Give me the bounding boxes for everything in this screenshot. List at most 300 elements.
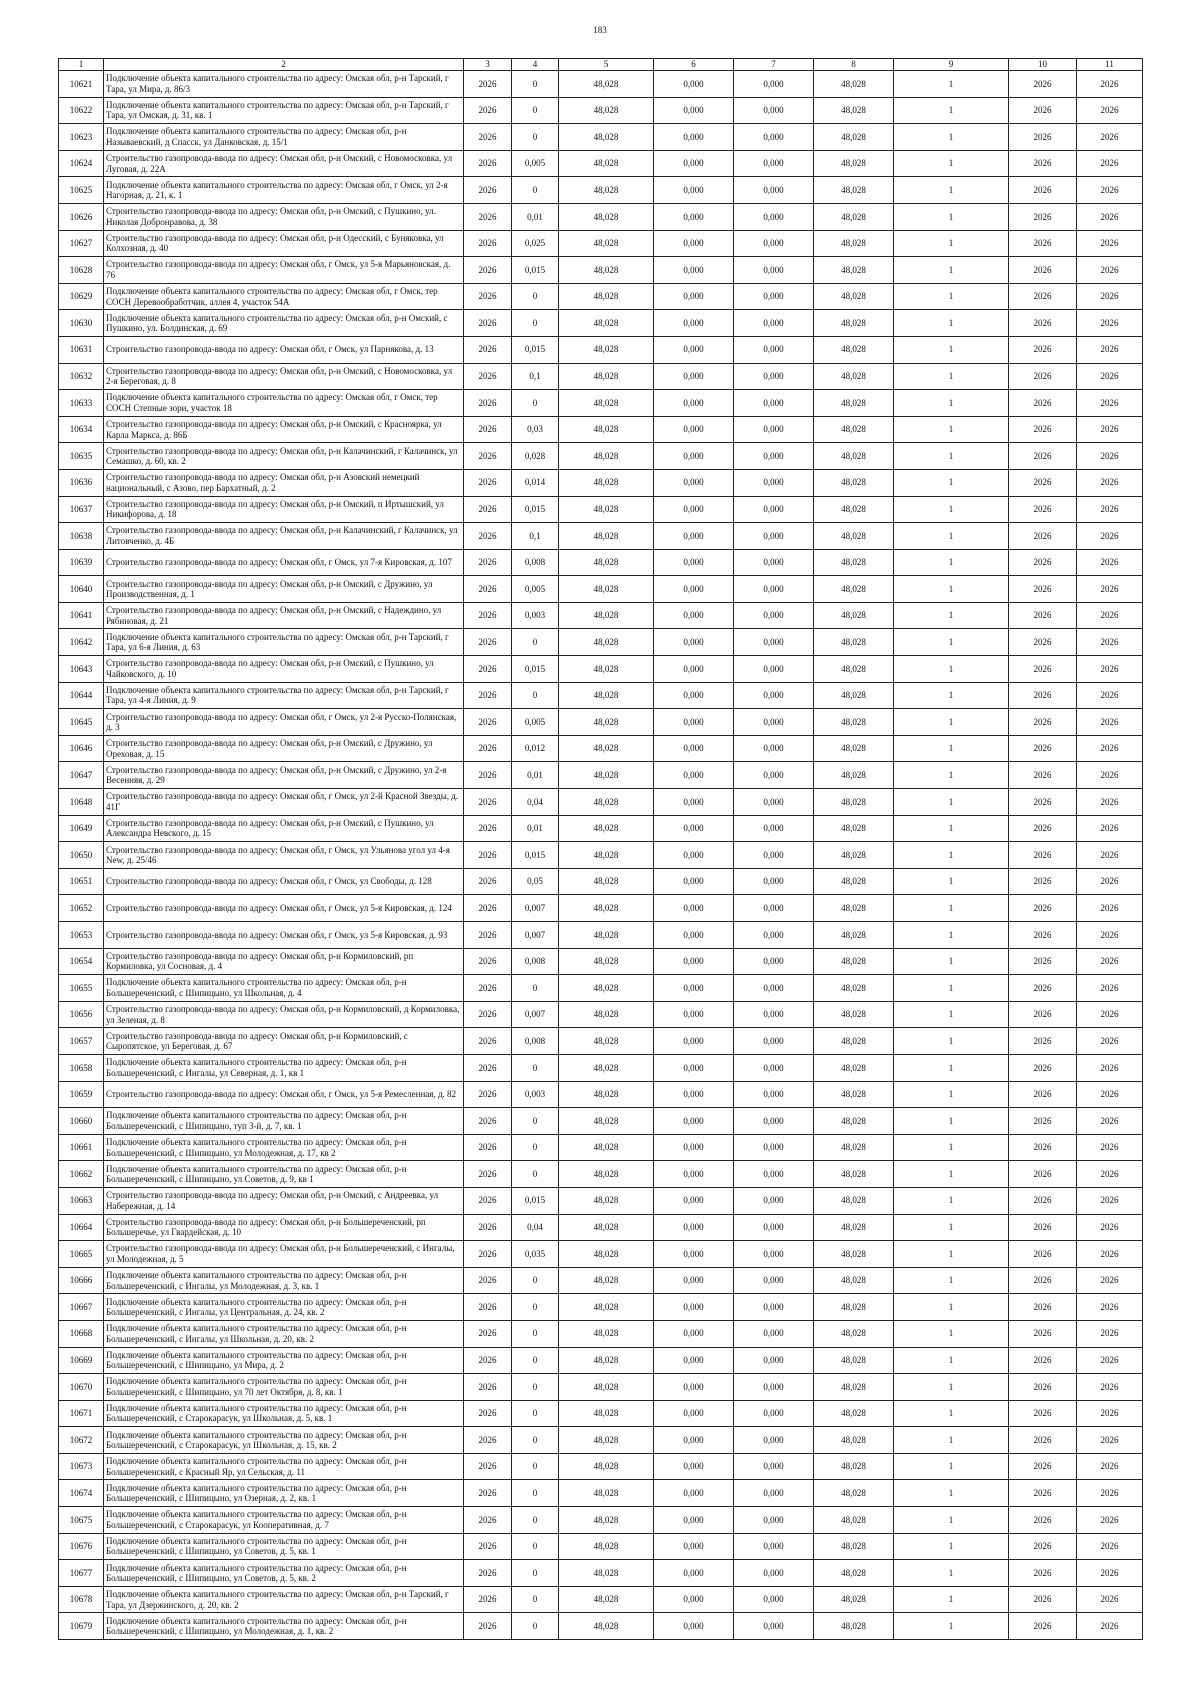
value-col6: 0,000 <box>654 975 734 1002</box>
object-description <box>104 868 464 895</box>
year-col3: 2026 <box>464 1320 512 1347</box>
value-col7: 0,000 <box>734 1214 814 1241</box>
value-col8: 48,028 <box>814 257 894 284</box>
row-number: 10678 <box>59 1586 104 1613</box>
year-col11: 2026 <box>1077 523 1143 550</box>
value-col4: 0 <box>512 1507 559 1534</box>
object-description-text: Строительство газопровода-ввода по адресу: Омская обл, р-н Кормиловский, д Кормиловка, ул Зеленая, д. 8 <box>106 1004 460 1025</box>
table-row <box>59 1187 1143 1214</box>
object-description <box>104 177 464 204</box>
object-description-text: Подключение объекта капитального строительства по адресу: Омская обл, р-н Большереченский, с Шипицыно, туп 3-й, д. 7, кв. 1 <box>106 1110 407 1131</box>
object-description-text: Подключение объекта капитального строительства по адресу: Омская обл, р-н Большереченский, с Красный Яр, ул Сельская, д. 11 <box>106 1456 407 1477</box>
value-col8: 48,028 <box>814 868 894 895</box>
object-description-text: Подключение объекта капитального строительства по адресу: Омская обл, р-н Большереченский, с Старокарасук, ул Школьная, д. 15, кв. 2 <box>106 1429 407 1451</box>
object-description <box>104 150 464 177</box>
value-col8: 48,028 <box>814 682 894 709</box>
object-description-text: Строительство газопровода-ввода по адресу: Омская обл, р-н Омский, с Пушкино, ул Александра Невского, д. 15 <box>106 817 434 839</box>
value-col4: 0,008 <box>512 948 559 975</box>
object-description-text: Строительство газопровода-ввода по адресу: Омская обл, р-н Омский, с Дружино, ул Производственная, д. 1 <box>106 578 433 600</box>
row-number: 10656 <box>59 1001 104 1028</box>
value-col7: 0,000 <box>734 1507 814 1534</box>
object-description <box>104 71 464 98</box>
value-col7: 0,000 <box>734 230 814 257</box>
year-col3: 2026 <box>464 789 512 816</box>
year-col10: 2026 <box>1009 815 1077 842</box>
year-col3: 2026 <box>464 150 512 177</box>
year-col3: 2026 <box>464 629 512 656</box>
column-header-9: 9 <box>894 59 1009 71</box>
table-row <box>59 1161 1143 1188</box>
value-col6: 0,000 <box>654 922 734 949</box>
year-col11: 2026 <box>1077 975 1143 1002</box>
year-col3: 2026 <box>464 1134 512 1161</box>
row-number: 10638 <box>59 523 104 550</box>
value-col5: 48,028 <box>559 815 654 842</box>
value-col5: 48,028 <box>559 868 654 895</box>
year-col10: 2026 <box>1009 1214 1077 1241</box>
row-number: 10649 <box>59 815 104 842</box>
value-col4: 0,04 <box>512 1214 559 1241</box>
value-col5: 48,028 <box>559 124 654 151</box>
value-col5: 48,028 <box>559 310 654 337</box>
value-col7: 0,000 <box>734 682 814 709</box>
value-col6: 0,000 <box>654 1480 734 1507</box>
year-col10: 2026 <box>1009 336 1077 363</box>
row-number: 10636 <box>59 469 104 496</box>
value-col6: 0,000 <box>654 895 734 922</box>
value-col6: 0,000 <box>654 97 734 124</box>
value-col5: 48,028 <box>559 1108 654 1135</box>
year-col11: 2026 <box>1077 150 1143 177</box>
year-col10: 2026 <box>1009 150 1077 177</box>
value-col7: 0,000 <box>734 948 814 975</box>
value-col8: 48,028 <box>814 1214 894 1241</box>
object-description-text: Подключение объекта капитального строительства по адресу: Омская обл, р-н Большереченский, с Шипицыно, ул Школьная, д. 4 <box>106 977 407 998</box>
table-row <box>59 1533 1143 1560</box>
year-col3: 2026 <box>464 1613 512 1640</box>
year-col3: 2026 <box>464 1294 512 1321</box>
value-col7: 0,000 <box>734 203 814 230</box>
object-description-text: Строительство газопровода-ввода по адресу: Омская обл, р-н Омский, с Пушкино, ул Чайковского, д. 10 <box>106 658 434 679</box>
value-col4: 0,015 <box>512 496 559 523</box>
table-row <box>59 1586 1143 1613</box>
object-description-text: Подключение объекта капитального строительства по адресу: Омская обл, р-н Большереченский, с Шипицыно, ул Мира, д. 2 <box>106 1349 407 1371</box>
value-col6: 0,000 <box>654 363 734 390</box>
year-col10: 2026 <box>1009 1453 1077 1480</box>
value-col8: 48,028 <box>814 496 894 523</box>
value-col5: 48,028 <box>559 842 654 869</box>
value-col5: 48,028 <box>559 1586 654 1613</box>
row-number: 10679 <box>59 1613 104 1640</box>
table-row <box>59 975 1143 1002</box>
row-number: 10659 <box>59 1081 104 1108</box>
object-description-text: Строительство газопровода-ввода по адресу: Омская обл, р-н Калачинский, г Калачинск, ул Литовченко, д. 4Б <box>106 525 458 546</box>
object-description <box>104 1108 464 1135</box>
value-col7: 0,000 <box>734 895 814 922</box>
value-col4: 0,05 <box>512 868 559 895</box>
row-number: 10643 <box>59 656 104 683</box>
object-description-text: Подключение объекта капитального строительства по адресу: Омская обл, р-н Тарский, г Тара, ул 6-я Линия, д. 63 <box>106 631 449 653</box>
row-number: 10635 <box>59 443 104 470</box>
page-number: 183 <box>593 25 607 35</box>
row-number: 10666 <box>59 1267 104 1294</box>
object-description <box>104 789 464 816</box>
year-col10: 2026 <box>1009 895 1077 922</box>
object-description <box>104 1374 464 1401</box>
value-col9: 1 <box>894 1507 1009 1534</box>
table-row <box>59 735 1143 762</box>
value-col9: 1 <box>894 390 1009 417</box>
value-col7: 0,000 <box>734 1081 814 1108</box>
value-col9: 1 <box>894 922 1009 949</box>
year-col11: 2026 <box>1077 1134 1143 1161</box>
year-col10: 2026 <box>1009 576 1077 603</box>
value-col7: 0,000 <box>734 1427 814 1454</box>
year-col11: 2026 <box>1077 1453 1143 1480</box>
value-col8: 48,028 <box>814 1453 894 1480</box>
value-col8: 48,028 <box>814 1161 894 1188</box>
year-col3: 2026 <box>464 71 512 98</box>
column-header-8: 8 <box>814 59 894 71</box>
row-number: 10667 <box>59 1294 104 1321</box>
object-description <box>104 1453 464 1480</box>
object-description <box>104 336 464 363</box>
value-col5: 48,028 <box>559 1028 654 1055</box>
value-col5: 48,028 <box>559 1613 654 1640</box>
object-description-text: Строительство газопровода-ввода по адресу: Омская обл, р-н Омский, с Новомосковка, ул Луговая, д. 22А <box>106 153 453 174</box>
table-row <box>59 1347 1143 1374</box>
value-col8: 48,028 <box>814 1427 894 1454</box>
value-col6: 0,000 <box>654 1374 734 1401</box>
object-description-text: Подключение объекта капитального строительства по адресу: Омская обл, р-н Большереченский, с Ингалы, ул Центральная, д. 24, кв. 2 <box>106 1296 407 1318</box>
value-col9: 1 <box>894 1161 1009 1188</box>
object-description-text: Подключение объекта капитального строительства по адресу: Омская обл, р-н Большереченский, с Шипицыно, ул Молодежная, д. 17, кв 2 <box>106 1137 407 1158</box>
value-col6: 0,000 <box>654 523 734 550</box>
year-col10: 2026 <box>1009 203 1077 230</box>
year-col3: 2026 <box>464 1054 512 1081</box>
value-col5: 48,028 <box>559 1480 654 1507</box>
value-col6: 0,000 <box>654 789 734 816</box>
value-col6: 0,000 <box>654 682 734 709</box>
object-description <box>104 1480 464 1507</box>
object-description <box>104 815 464 842</box>
year-col11: 2026 <box>1077 283 1143 310</box>
value-col4: 0 <box>512 1054 559 1081</box>
object-description-text: Строительство газопровода-ввода по адресу: Омская обл, г Омск, ул 5-я Кировская, д. 93 <box>106 929 448 940</box>
row-number: 10672 <box>59 1427 104 1454</box>
column-header-6: 6 <box>654 59 734 71</box>
value-col8: 48,028 <box>814 1533 894 1560</box>
value-col7: 0,000 <box>734 549 814 576</box>
object-description <box>104 124 464 151</box>
object-description-text: Подключение объекта капитального строительства по адресу: Омская обл, р-н Тарский, г Тара, ул Омская, д. 31, кв. 1 <box>106 99 449 121</box>
value-col9: 1 <box>894 602 1009 629</box>
table-row <box>59 257 1143 284</box>
year-col3: 2026 <box>464 1028 512 1055</box>
row-number: 10665 <box>59 1241 104 1268</box>
year-col11: 2026 <box>1077 762 1143 789</box>
object-description <box>104 496 464 523</box>
value-col5: 48,028 <box>559 1161 654 1188</box>
year-col3: 2026 <box>464 576 512 603</box>
value-col9: 1 <box>894 1214 1009 1241</box>
value-col9: 1 <box>894 842 1009 869</box>
value-col8: 48,028 <box>814 416 894 443</box>
value-col9: 1 <box>894 177 1009 204</box>
value-col8: 48,028 <box>814 1134 894 1161</box>
value-col4: 0,015 <box>512 336 559 363</box>
value-col5: 48,028 <box>559 336 654 363</box>
value-col7: 0,000 <box>734 656 814 683</box>
value-col8: 48,028 <box>814 842 894 869</box>
year-col3: 2026 <box>464 1453 512 1480</box>
year-col10: 2026 <box>1009 948 1077 975</box>
year-col11: 2026 <box>1077 1533 1143 1560</box>
table-row <box>59 1507 1143 1534</box>
value-col5: 48,028 <box>559 1507 654 1534</box>
row-number: 10647 <box>59 762 104 789</box>
year-col3: 2026 <box>464 682 512 709</box>
value-col6: 0,000 <box>654 1001 734 1028</box>
value-col6: 0,000 <box>654 1453 734 1480</box>
year-col11: 2026 <box>1077 1374 1143 1401</box>
year-col3: 2026 <box>464 310 512 337</box>
value-col7: 0,000 <box>734 416 814 443</box>
year-col10: 2026 <box>1009 709 1077 736</box>
object-description-text: Строительство газопровода-ввода по адресу: Омская обл, р-н Омский, с Андреевка, ул Набережная, д. 14 <box>106 1190 439 1211</box>
year-col11: 2026 <box>1077 1586 1143 1613</box>
value-col8: 48,028 <box>814 1507 894 1534</box>
value-col9: 1 <box>894 948 1009 975</box>
year-col11: 2026 <box>1077 1187 1143 1214</box>
value-col5: 48,028 <box>559 71 654 98</box>
row-number: 10621 <box>59 71 104 98</box>
value-col6: 0,000 <box>654 1161 734 1188</box>
value-col8: 48,028 <box>814 523 894 550</box>
value-col8: 48,028 <box>814 789 894 816</box>
value-col7: 0,000 <box>734 523 814 550</box>
value-col5: 48,028 <box>559 709 654 736</box>
object-description-text: Строительство газопровода-ввода по адресу: Омская обл, р-н Омский, с Дружино, ул 2-я Весенняя, д. 29 <box>106 764 447 786</box>
year-col10: 2026 <box>1009 602 1077 629</box>
value-col8: 48,028 <box>814 1241 894 1268</box>
year-col3: 2026 <box>464 1108 512 1135</box>
value-col5: 48,028 <box>559 948 654 975</box>
value-col7: 0,000 <box>734 1400 814 1427</box>
row-number: 10646 <box>59 735 104 762</box>
value-col6: 0,000 <box>654 1134 734 1161</box>
value-col9: 1 <box>894 815 1009 842</box>
column-header-4: 4 <box>512 59 559 71</box>
value-col9: 1 <box>894 1400 1009 1427</box>
row-number: 10627 <box>59 230 104 257</box>
value-col8: 48,028 <box>814 71 894 98</box>
value-col5: 48,028 <box>559 1267 654 1294</box>
year-col10: 2026 <box>1009 1054 1077 1081</box>
value-col5: 48,028 <box>559 629 654 656</box>
value-col7: 0,000 <box>734 390 814 417</box>
year-col3: 2026 <box>464 177 512 204</box>
value-col7: 0,000 <box>734 443 814 470</box>
value-col6: 0,000 <box>654 1081 734 1108</box>
value-col6: 0,000 <box>654 257 734 284</box>
year-col3: 2026 <box>464 1374 512 1401</box>
year-col10: 2026 <box>1009 230 1077 257</box>
value-col7: 0,000 <box>734 1347 814 1374</box>
value-col7: 0,000 <box>734 71 814 98</box>
value-col7: 0,000 <box>734 1028 814 1055</box>
value-col5: 48,028 <box>559 443 654 470</box>
year-col3: 2026 <box>464 97 512 124</box>
object-description <box>104 656 464 683</box>
year-col3: 2026 <box>464 1241 512 1268</box>
value-col9: 1 <box>894 1108 1009 1135</box>
value-col8: 48,028 <box>814 1347 894 1374</box>
value-col5: 48,028 <box>559 735 654 762</box>
value-col4: 0 <box>512 1586 559 1613</box>
value-col7: 0,000 <box>734 1108 814 1135</box>
value-col8: 48,028 <box>814 1480 894 1507</box>
value-col5: 48,028 <box>559 549 654 576</box>
year-col3: 2026 <box>464 1161 512 1188</box>
value-col6: 0,000 <box>654 868 734 895</box>
object-description-text: Подключение объекта капитального строительства по адресу: Омская обл, р-н Большереченский, с Шипицыно, ул Молодежная, д. 1, кв. 2 <box>106 1615 407 1637</box>
value-col6: 0,000 <box>654 1054 734 1081</box>
table-row <box>59 71 1143 98</box>
value-col5: 48,028 <box>559 1400 654 1427</box>
year-col10: 2026 <box>1009 310 1077 337</box>
value-col5: 48,028 <box>559 1054 654 1081</box>
value-col4: 0,015 <box>512 257 559 284</box>
year-col3: 2026 <box>464 1267 512 1294</box>
year-col10: 2026 <box>1009 283 1077 310</box>
table-row <box>59 230 1143 257</box>
value-col7: 0,000 <box>734 257 814 284</box>
year-col10: 2026 <box>1009 1320 1077 1347</box>
value-col4: 0 <box>512 1161 559 1188</box>
value-col7: 0,000 <box>734 150 814 177</box>
row-number: 10640 <box>59 576 104 603</box>
year-col10: 2026 <box>1009 762 1077 789</box>
row-number: 10641 <box>59 602 104 629</box>
year-col11: 2026 <box>1077 390 1143 417</box>
table-row <box>59 1480 1143 1507</box>
object-description-text: Строительство газопровода-ввода по адресу: Омская обл, г Омск, ул 5-я Ремесленная, д. 82 <box>106 1089 457 1100</box>
year-col3: 2026 <box>464 1533 512 1560</box>
object-description <box>104 1187 464 1214</box>
value-col8: 48,028 <box>814 656 894 683</box>
value-col9: 1 <box>894 469 1009 496</box>
year-col11: 2026 <box>1077 602 1143 629</box>
value-col4: 0,008 <box>512 1028 559 1055</box>
value-col6: 0,000 <box>654 656 734 683</box>
object-description-text: Строительство газопровода-ввода по адресу: Омская обл, р-н Калачинский, г Калачинск, ул Семашко, д. 60, кв. 2 <box>106 445 458 467</box>
value-col5: 48,028 <box>559 1134 654 1161</box>
value-col9: 1 <box>894 789 1009 816</box>
value-col8: 48,028 <box>814 1001 894 1028</box>
table-header-row <box>59 59 1143 71</box>
value-col9: 1 <box>894 443 1009 470</box>
column-header-3: 3 <box>464 59 512 71</box>
value-col6: 0,000 <box>654 549 734 576</box>
value-col8: 48,028 <box>814 310 894 337</box>
value-col6: 0,000 <box>654 842 734 869</box>
year-col10: 2026 <box>1009 1028 1077 1055</box>
value-col9: 1 <box>894 656 1009 683</box>
row-number: 10622 <box>59 97 104 124</box>
value-col5: 48,028 <box>559 1427 654 1454</box>
table-row <box>59 1294 1143 1321</box>
year-col3: 2026 <box>464 1560 512 1587</box>
table-row <box>59 177 1143 204</box>
row-number: 10653 <box>59 922 104 949</box>
year-col3: 2026 <box>464 1214 512 1241</box>
row-number: 10658 <box>59 1054 104 1081</box>
value-col5: 48,028 <box>559 602 654 629</box>
year-col3: 2026 <box>464 895 512 922</box>
table-row <box>59 656 1143 683</box>
value-col7: 0,000 <box>734 815 814 842</box>
value-col9: 1 <box>894 336 1009 363</box>
value-col8: 48,028 <box>814 336 894 363</box>
table-row <box>59 1134 1143 1161</box>
value-col8: 48,028 <box>814 1267 894 1294</box>
value-col5: 48,028 <box>559 895 654 922</box>
value-col6: 0,000 <box>654 1241 734 1268</box>
object-description <box>104 709 464 736</box>
value-col6: 0,000 <box>654 1400 734 1427</box>
value-col4: 0,012 <box>512 735 559 762</box>
value-col9: 1 <box>894 1267 1009 1294</box>
year-col10: 2026 <box>1009 1161 1077 1188</box>
row-number: 10673 <box>59 1453 104 1480</box>
table-row <box>59 576 1143 603</box>
value-col5: 48,028 <box>559 1241 654 1268</box>
object-description <box>104 1320 464 1347</box>
object-description <box>104 443 464 470</box>
value-col9: 1 <box>894 1560 1009 1587</box>
object-description <box>104 1400 464 1427</box>
object-description-text: Строительство газопровода-ввода по адресу: Омская обл, г Омск, ул Свободы, д. 128 <box>106 876 432 887</box>
value-col6: 0,000 <box>654 815 734 842</box>
value-col9: 1 <box>894 1347 1009 1374</box>
value-col8: 48,028 <box>814 1028 894 1055</box>
value-col4: 0,1 <box>512 363 559 390</box>
value-col7: 0,000 <box>734 1001 814 1028</box>
value-col8: 48,028 <box>814 390 894 417</box>
value-col4: 0,04 <box>512 789 559 816</box>
value-col9: 1 <box>894 1533 1009 1560</box>
object-description-text: Подключение объекта капитального строительства по адресу: Омская обл, р-н Тарский, г Тара, ул Мира, д. 86/3 <box>106 73 449 94</box>
row-number: 10648 <box>59 789 104 816</box>
value-col9: 1 <box>894 310 1009 337</box>
value-col7: 0,000 <box>734 735 814 762</box>
object-description <box>104 549 464 576</box>
object-description <box>104 1081 464 1108</box>
value-col6: 0,000 <box>654 71 734 98</box>
row-number: 10670 <box>59 1374 104 1401</box>
year-col11: 2026 <box>1077 1347 1143 1374</box>
object-description-text: Подключение объекта капитального строительства по адресу: Омская обл, р-н Большереченский, с Ингалы, ул Северная, д. 1, кв 1 <box>106 1057 407 1078</box>
value-col9: 1 <box>894 1241 1009 1268</box>
year-col10: 2026 <box>1009 549 1077 576</box>
value-col6: 0,000 <box>654 1533 734 1560</box>
row-number: 10628 <box>59 257 104 284</box>
value-col6: 0,000 <box>654 150 734 177</box>
object-description <box>104 257 464 284</box>
value-col4: 0,015 <box>512 842 559 869</box>
year-col10: 2026 <box>1009 523 1077 550</box>
